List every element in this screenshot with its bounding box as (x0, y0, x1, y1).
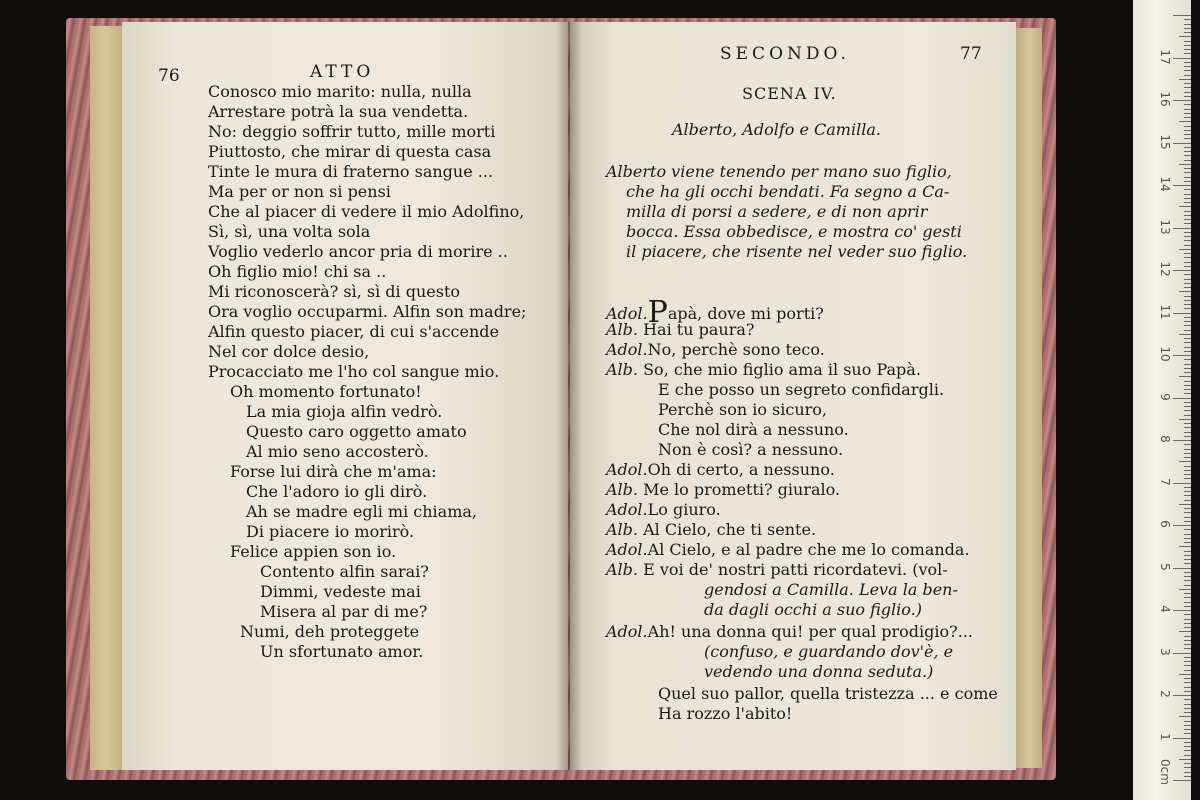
ruler-tick (1184, 521, 1191, 522)
dialogue-line (606, 340, 825, 360)
ruler-tick (1179, 206, 1191, 207)
ruler-tick (1179, 461, 1191, 462)
text-line: Al mio seno accosterò. (246, 442, 429, 461)
ruler-tick (1184, 304, 1191, 305)
ruler-tick (1184, 436, 1191, 437)
ruler-tick (1173, 143, 1191, 144)
ruler-tick (1184, 147, 1191, 148)
dialogue-line: Quel suo pallor, quella tristezza ... e come (658, 684, 998, 703)
ruler-tick (1179, 121, 1191, 122)
ruler-tick (1184, 53, 1191, 54)
dialogue-line: da dagli occhi a suo figlio.) (704, 600, 922, 619)
ruler-tick (1184, 415, 1191, 416)
ruler-label: 10 (1158, 346, 1172, 362)
text-line: Sì, sì, una volta sola (208, 222, 371, 241)
ruler-tick (1173, 610, 1191, 611)
ruler-tick (1184, 245, 1191, 246)
ruler-tick (1173, 58, 1191, 59)
ruler-tick (1184, 597, 1191, 598)
text-line: Ora voglio occuparmi. Alfin son madre; (208, 302, 527, 321)
ruler-tick (1184, 364, 1191, 365)
ruler-tick (1184, 274, 1191, 275)
text-line: Dimmi, vedeste mai (260, 582, 421, 601)
ruler-tick (1184, 585, 1191, 586)
dialogue-text: Al Cielo, e al padre che me lo comanda. (647, 540, 970, 559)
speaker-name: Adol. (606, 304, 648, 323)
ruler-tick (1184, 385, 1191, 386)
ruler-tick (1173, 313, 1191, 314)
ruler-tick (1184, 198, 1191, 199)
ruler-tick (1184, 96, 1191, 97)
ruler-tick (1184, 389, 1191, 390)
text-line: Forse lui dirà che m'ama: (230, 462, 437, 481)
ruler-tick (1184, 172, 1191, 173)
ruler-tick (1184, 763, 1191, 764)
scene-characters: Alberto, Adolfo e Camilla. (672, 120, 881, 139)
ruler-tick (1184, 423, 1191, 424)
dialogue-line: vedendo una donna seduta.) (704, 662, 934, 681)
ruler-tick (1184, 223, 1191, 224)
dialogue-line: (confuso, e guardando dov'è, e (704, 642, 954, 661)
ruler-tick (1179, 504, 1191, 505)
ruler-tick (1184, 470, 1191, 471)
ruler-label: 11 (1158, 303, 1172, 320)
ruler-tick (1179, 631, 1191, 632)
drop-cap: P (647, 295, 668, 330)
ruler-tick (1173, 100, 1191, 101)
ruler-label: 8 (1158, 435, 1172, 443)
speaker-name: Alb. (606, 360, 638, 379)
ruler-tick (1184, 168, 1191, 169)
dialogue-line (606, 500, 721, 520)
ruler-label: 2 (1158, 690, 1172, 698)
ruler-tick (1184, 648, 1191, 649)
speaker-name: Alb. (606, 480, 638, 499)
ruler-label: 14 (1158, 176, 1172, 192)
ruler-tick (1184, 49, 1191, 50)
ruler-tick (1184, 704, 1191, 705)
ruler-tick (1184, 155, 1191, 156)
ruler-tick (1184, 776, 1191, 777)
ruler-tick (1184, 449, 1191, 450)
ruler-tick (1184, 41, 1191, 42)
ruler-tick (1184, 691, 1191, 692)
ruler-tick (1184, 253, 1191, 254)
ruler-tick (1184, 236, 1191, 237)
ruler-tick (1184, 606, 1191, 607)
ruler-tick (1184, 767, 1191, 768)
ruler-tick (1184, 279, 1191, 280)
dialogue-text: Oh di certo, a nessuno. (647, 460, 835, 479)
ruler-tick (1184, 372, 1191, 373)
ruler-tick (1184, 393, 1191, 394)
ruler-tick (1179, 291, 1191, 292)
ruler-tick (1184, 300, 1191, 301)
dialogue-text: E voi de' nostri patti ricordatevi. (vol- (643, 560, 948, 579)
speaker-name: Alb. (606, 320, 638, 339)
dialogue-line: gendosi a Camilla. Leva la ben- (704, 580, 958, 599)
ruler-tick (1184, 636, 1191, 637)
ruler-tick (1173, 695, 1191, 696)
text-line: Di piacere io morirò. (246, 522, 415, 541)
dialogue-line: Ha rozzo l'abito! (658, 704, 793, 723)
left-page (122, 22, 568, 770)
ruler-tick (1173, 185, 1191, 186)
dialogue-text: Ah! una donna qui! per qual prodigio?... (647, 622, 973, 641)
ruler-tick (1184, 351, 1191, 352)
ruler-tick (1173, 228, 1191, 229)
ruler-tick (1184, 453, 1191, 454)
ruler-tick (1184, 559, 1191, 560)
text-line: Questo caro oggetto amato (246, 422, 467, 441)
ruler-tick (1173, 738, 1191, 739)
ruler-label: 7 (1158, 477, 1172, 486)
ruler-tick (1184, 92, 1191, 93)
ruler-tick (1184, 75, 1191, 76)
ruler-tick (1173, 398, 1191, 399)
right-page-header: SECONDO. (720, 44, 850, 64)
ruler-tick (1184, 262, 1191, 263)
ruler-tick (1184, 644, 1191, 645)
ruler-tick (1184, 682, 1191, 683)
stage-direction-line: Alberto viene tenendo per mano suo figlio, (606, 162, 952, 181)
text-line: Arrestare potrà la sua vendetta. (208, 102, 469, 121)
ruler-tick (1184, 151, 1191, 152)
speaker-name: Adol. (606, 500, 648, 519)
ruler-tick (1179, 716, 1191, 717)
ruler-label: 16 (1158, 91, 1172, 107)
ruler-tick (1184, 117, 1191, 118)
ruler-tick (1184, 712, 1191, 713)
dialogue-line (606, 540, 970, 560)
ruler-label: 5 (1158, 562, 1172, 571)
ruler-tick (1184, 215, 1191, 216)
ruler-tick (1184, 750, 1191, 751)
dialogue-line: E che posso un segreto confidargli. (658, 380, 945, 399)
text-line: Mi riconoscerà? sì, sì di questo (208, 282, 461, 301)
ruler-label: 0cm (1158, 759, 1172, 785)
ruler-tick (1184, 219, 1191, 220)
ruler-tick (1184, 623, 1191, 624)
ruler-tick (1184, 733, 1191, 734)
ruler-tick (1184, 457, 1191, 458)
ruler-tick (1184, 576, 1191, 577)
ruler-tick (1184, 70, 1191, 71)
ruler-tick (1184, 283, 1191, 284)
ruler-tick (1184, 32, 1191, 33)
stage-direction-line: milla di porsi a sedere, e di non aprir (626, 202, 928, 221)
ruler-tick (1184, 427, 1191, 428)
text-line: No: deggio soffrir tutto, mille morti (208, 122, 496, 141)
text-line: Felice appien son io. (230, 542, 397, 561)
ruler-tick (1184, 308, 1191, 309)
ruler-tick (1184, 113, 1191, 114)
ruler-tick (1184, 126, 1191, 127)
ruler-tick (1184, 28, 1191, 29)
ruler-tick (1173, 653, 1191, 654)
text-line: Oh figlio mio! chi sa .. (208, 262, 387, 281)
ruler-tick (1173, 483, 1191, 484)
ruler-tick (1184, 640, 1191, 641)
ruler-tick (1184, 287, 1191, 288)
dialogue-text: Me lo prometti? giuralo. (643, 480, 841, 499)
ruler-tick (1184, 45, 1191, 46)
dialogue-text: apà, dove mi porti? (667, 304, 824, 323)
ruler-tick (1184, 602, 1191, 603)
ruler-tick (1184, 742, 1191, 743)
ruler-tick (1184, 189, 1191, 190)
ruler-tick (1173, 568, 1191, 569)
right-page-edges (1012, 28, 1042, 768)
ruler-tick (1184, 563, 1191, 564)
ruler-tick (1179, 419, 1191, 420)
text-line: Nel cor dolce desio, (208, 342, 370, 361)
ruler-label: 13 (1158, 218, 1172, 235)
scene-title: SCENA IV. (742, 84, 837, 103)
ruler-tick (1184, 614, 1191, 615)
dialogue-text: No, perchè sono teco. (647, 340, 825, 359)
ruler-tick (1184, 381, 1191, 382)
ruler-tick (1184, 500, 1191, 501)
ruler-tick (1184, 474, 1191, 475)
dialogue-line (606, 360, 921, 380)
ruler-tick (1184, 721, 1191, 722)
ruler-tick (1184, 410, 1191, 411)
ruler-tick (1184, 194, 1191, 195)
ruler-tick (1184, 321, 1191, 322)
ruler-tick (1184, 160, 1191, 161)
ruler-tick (1184, 432, 1191, 433)
dialogue-line: Che nol dirà a nessuno. (658, 420, 849, 439)
ruler-tick (1184, 87, 1191, 88)
ruler-tick (1179, 36, 1191, 37)
ruler-tick (1184, 538, 1191, 539)
ruler-tick (1184, 266, 1191, 267)
right-page-number: 77 (960, 44, 982, 64)
ruler-tick (1184, 555, 1191, 556)
text-line: Piuttosto, che mirar di questa casa (208, 142, 492, 161)
stage-direction-line: il piacere, che risente nel veder suo figlio. (626, 242, 968, 261)
ruler-tick (1179, 376, 1191, 377)
dialogue-line: Non è così? a nessuno. (658, 440, 844, 459)
ruler-tick (1184, 729, 1191, 730)
ruler-tick (1184, 687, 1191, 688)
ruler-tick (1184, 24, 1191, 25)
ruler-tick (1184, 508, 1191, 509)
ruler-tick (1179, 164, 1191, 165)
ruler-tick (1184, 402, 1191, 403)
ruler-tick (1184, 665, 1191, 666)
ruler-tick (1184, 551, 1191, 552)
ruler-tick (1184, 708, 1191, 709)
ruler-tick (1184, 296, 1191, 297)
ruler-tick (1184, 534, 1191, 535)
ruler-tick (1184, 478, 1191, 479)
dialogue-line: Perchè son io sicuro, (658, 400, 828, 419)
ruler-tick (1184, 746, 1191, 747)
ruler-tick (1173, 270, 1191, 271)
ruler-tick (1184, 517, 1191, 518)
ruler-tick (1184, 529, 1191, 530)
ruler-tick (1184, 134, 1191, 135)
ruler-tick (1184, 466, 1191, 467)
ruler-tick (1184, 678, 1191, 679)
ruler-tick (1184, 62, 1191, 63)
stage-direction-line: che ha gli occhi bendati. Fa segno a Ca- (626, 182, 950, 201)
ruler-tick (1184, 670, 1191, 671)
dialogue-line (606, 320, 754, 340)
speaker-name: Adol. (606, 622, 648, 641)
ruler-tick (1184, 580, 1191, 581)
ruler-tick (1179, 759, 1191, 760)
text-line: Conosco mio marito: nulla, nulla (208, 82, 472, 101)
ruler-label: 9 (1158, 392, 1172, 401)
text-line: Ah se madre egli mi chiama, (246, 502, 477, 521)
ruler-tick (1184, 130, 1191, 131)
ruler-tick (1184, 772, 1191, 773)
ruler-tick (1184, 257, 1191, 258)
text-line: Un sfortunato amor. (260, 642, 424, 661)
text-line: La mia gioja alfin vedrò. (246, 402, 443, 421)
ruler-tick (1184, 444, 1191, 445)
dialogue-line (606, 622, 973, 642)
dialogue-line (606, 560, 948, 580)
ruler-label: 15 (1158, 133, 1172, 150)
left-page-header: ATTO (310, 62, 375, 82)
ruler-tick (1184, 699, 1191, 700)
ruler-tick (1184, 19, 1191, 20)
ruler-tick (1173, 15, 1191, 16)
speaker-name: Adol. (606, 340, 648, 359)
dialogue-text: So, che mio figlio ama il suo Papà. (643, 360, 921, 379)
text-line: Voglio vederlo ancor pria di morire .. (208, 242, 508, 261)
ruler-tick (1184, 725, 1191, 726)
ruler-tick (1179, 589, 1191, 590)
text-line: Tinte le mura di fraterno sangue ... (208, 162, 494, 181)
dialogue-text: Al Cielo, che ti sente. (643, 520, 817, 539)
text-line: Misera al par di me? (260, 602, 428, 621)
ruler-tick (1184, 619, 1191, 620)
ruler-label: 4 (1158, 605, 1172, 613)
dialogue-text: Lo giuro. (647, 500, 721, 519)
ruler-tick (1179, 546, 1191, 547)
ruler-tick (1184, 368, 1191, 369)
ruler-label: 6 (1158, 520, 1172, 528)
ruler-tick (1184, 325, 1191, 326)
text-line: Che l'adoro io gli dirò. (246, 482, 428, 501)
ruler-tick (1173, 780, 1191, 781)
dialogue-text: Hai tu paura? (643, 320, 755, 339)
ruler-tick (1184, 491, 1191, 492)
text-line: Numi, deh proteggete (240, 622, 420, 641)
ruler-tick (1179, 674, 1191, 675)
left-page-number: 76 (158, 66, 180, 86)
ruler-tick (1184, 359, 1191, 360)
ruler-tick (1184, 202, 1191, 203)
ruler-tick (1173, 440, 1191, 441)
ruler-label: 1 (1158, 732, 1172, 741)
ruler-tick (1184, 755, 1191, 756)
ruler-tick (1173, 525, 1191, 526)
ruler-tick (1184, 330, 1191, 331)
text-line: Oh momento fortunato! (230, 382, 422, 401)
ruler-tick (1179, 249, 1191, 250)
text-line: Che al piacer di vedere il mio Adolfino, (208, 202, 525, 221)
dialogue-line (606, 520, 816, 540)
ruler-tick (1184, 317, 1191, 318)
ruler-tick (1184, 572, 1191, 573)
ruler-tick (1184, 627, 1191, 628)
ruler-tick (1184, 181, 1191, 182)
ruler-tick (1184, 240, 1191, 241)
ruler-tick (1173, 355, 1191, 356)
ruler-tick (1184, 177, 1191, 178)
ruler-tick (1184, 542, 1191, 543)
speaker-name: Alb. (606, 560, 638, 579)
dialogue-line (606, 480, 840, 500)
right-page (570, 22, 1016, 770)
ruler-tick (1184, 593, 1191, 594)
ruler-tick (1184, 83, 1191, 84)
ruler-tick (1184, 138, 1191, 139)
ruler-tick (1184, 109, 1191, 110)
text-line: Procacciato me l'ho col sangue mio. (208, 362, 500, 381)
text-line: Alfin questo piacer, di cui s'accende (208, 322, 499, 341)
ruler-tick (1184, 661, 1191, 662)
speaker-name: Adol. (606, 460, 648, 479)
ruler-tick (1179, 79, 1191, 80)
speaker-name: Adol. (606, 540, 648, 559)
measurement-ruler (1133, 0, 1191, 800)
ruler-tick (1184, 512, 1191, 513)
ruler-tick (1179, 334, 1191, 335)
ruler-label: 12 (1158, 261, 1172, 277)
ruler-tick (1184, 338, 1191, 339)
stage-direction-line: bocca. Essa obbedisce, e mostra co' gesti (626, 222, 962, 241)
ruler-tick (1184, 66, 1191, 67)
ruler-tick (1184, 347, 1191, 348)
ruler-tick (1184, 211, 1191, 212)
ruler-tick (1184, 495, 1191, 496)
ruler-tick (1184, 406, 1191, 407)
dialogue-line (606, 460, 835, 480)
text-line: Ma per or non si pensi (208, 182, 391, 201)
ruler-label: 17 (1158, 48, 1172, 65)
ruler-tick (1184, 342, 1191, 343)
ruler-label: 3 (1158, 647, 1172, 656)
book-gutter (556, 22, 582, 770)
ruler-tick (1184, 104, 1191, 105)
ruler-tick (1184, 657, 1191, 658)
ruler-tick (1184, 487, 1191, 488)
ruler-tick (1184, 232, 1191, 233)
speaker-name: Alb. (606, 520, 638, 539)
text-line: Contento alfin sarai? (260, 562, 429, 581)
